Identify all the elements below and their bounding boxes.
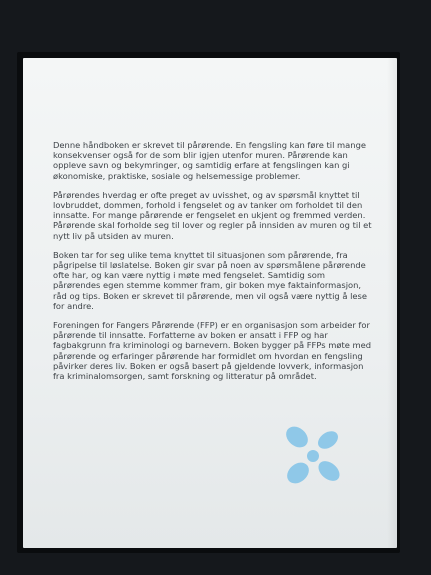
back-cover-text [53, 140, 375, 390]
paragraph-topics: Boken tar for seg ulike tema knyttet til situasjonen som pårørende, fra pågripelse til løslatelse. Boken gir svar på noen av spørsmålene pårørende ofte har, og kan være nyttig i møte med fengselet. Samtidig som pårørendes egen stemme kommer fram, gir boken mye faktainformasjon, råd og tips. Boken er skrevet til pårørende, men vil også være nyttig å lese for andre. [53, 249, 368, 311]
spine-edge [387, 58, 397, 548]
paragraph-organization: Foreningen for Fangers Pårørende (FFP) er en organisasjon som arbeider for pårørende til innsatte. Forfatterne av boken er ansatt i FFP og har fagbakgrunn fra kriminologi og barnevern. Boken bygger på FFPs møte med pårørende og erfaringer pårørende har formidlet om hvordan en fengsling påvirker deres liv. Boken er også basert på gjeldende lovverk, informasjon fra kriminalomsorgen, samt forskning og litteratur på området. [53, 320, 372, 382]
four-petal-flower-icon [278, 421, 350, 493]
book-back-cover [23, 58, 397, 548]
paragraph-everyday: Pårørendes hverdag er ofte preget av uvisshet, og av spørsmål knyttet til lovbruddet, dommen, forhold i fengselet og av tanker om forholdet til den innsatte. For mange pårørende er fengselet en ukjent og fremmed verden. Pårørende skal forholde seg til lover og regler på innsiden av muren og til et nytt liv på utsiden av muren. [53, 189, 372, 241]
paragraph-intro: Denne håndboken er skrevet til pårørende. En fengsling kan føre til mange konsekvenser også for de som blir igjen utenfor muren. Pårørende kan oppleve savn og bekymringer, og samtidig erfare at fengslingen kan gi økonomiske, praktiske, sosiale og helsemessige problemer. [53, 140, 367, 181]
